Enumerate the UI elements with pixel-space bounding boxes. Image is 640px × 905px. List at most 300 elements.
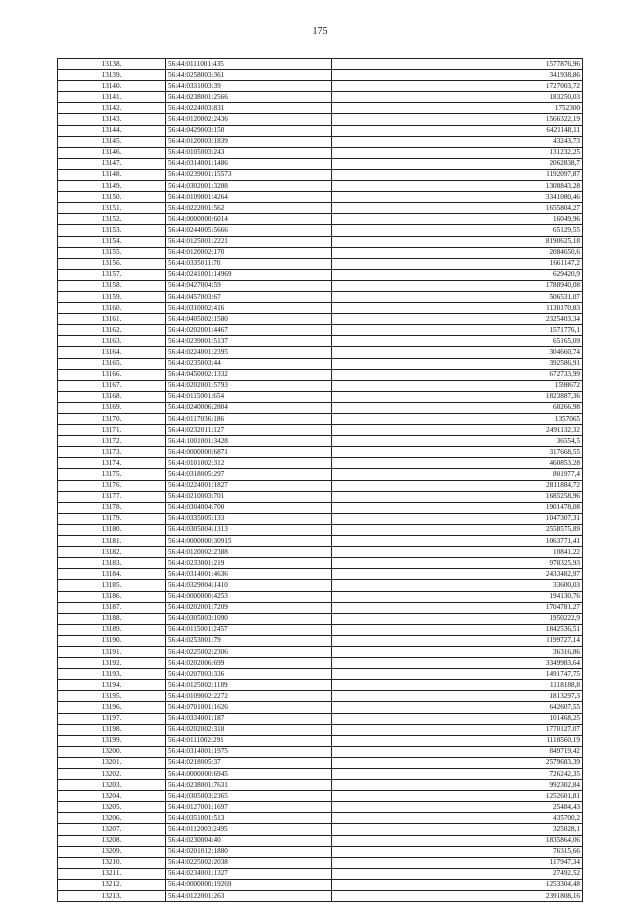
row-number-cell: 13161. xyxy=(58,314,166,325)
table-row xyxy=(58,669,583,680)
cadastral-value-cell: 1727003,72 xyxy=(332,81,583,92)
cadastral-value-cell: 76315,66 xyxy=(332,846,583,857)
row-number-cell: 13197. xyxy=(58,713,166,724)
row-number-cell: 13143. xyxy=(58,114,166,125)
cadastral-number-cell: 56:44:0111002:291 xyxy=(166,735,332,746)
row-number-cell: 13212. xyxy=(58,879,166,890)
table-row xyxy=(58,158,583,169)
cadastral-value-table xyxy=(57,58,583,902)
table-row xyxy=(58,114,583,125)
table-row xyxy=(58,103,583,114)
row-number-cell: 13211. xyxy=(58,868,166,879)
row-number-cell: 13183. xyxy=(58,558,166,569)
cadastral-number-cell: 56:44:0334001:187 xyxy=(166,713,332,724)
cadastral-value-cell: 117947,34 xyxy=(332,857,583,868)
row-number-cell: 13188. xyxy=(58,613,166,624)
row-number-cell: 13198. xyxy=(58,724,166,735)
cadastral-value-cell: 65165,09 xyxy=(332,336,583,347)
row-number-cell: 13150. xyxy=(58,192,166,203)
cadastral-value-cell: 1308843,28 xyxy=(332,181,583,192)
table-row xyxy=(58,425,583,436)
cadastral-value-cell: 1491747,75 xyxy=(332,669,583,680)
cadastral-number-cell: 56:44:0202001:7209 xyxy=(166,602,332,613)
cadastral-value-cell: 2811884,72 xyxy=(332,480,583,491)
row-number-cell: 13190. xyxy=(58,635,166,646)
row-number-cell: 13148. xyxy=(58,169,166,180)
table-row xyxy=(58,724,583,735)
table-row xyxy=(58,491,583,502)
cadastral-value-cell: 101468,25 xyxy=(332,713,583,724)
cadastral-number-cell: 56:44:0000000:6945 xyxy=(166,769,332,780)
row-number-cell: 13175. xyxy=(58,469,166,480)
table-row xyxy=(58,369,583,380)
cadastral-value-cell: 1598672 xyxy=(332,380,583,391)
table-row xyxy=(58,291,583,302)
cadastral-value-cell: 3349983,64 xyxy=(332,658,583,669)
cadastral-number-cell: 56:44:0224001:2395 xyxy=(166,347,332,358)
cadastral-value-cell: 1192097,87 xyxy=(332,169,583,180)
cadastral-value-cell: 2084650,6 xyxy=(332,247,583,258)
table-row xyxy=(58,336,583,347)
cadastral-number-cell: 56:44:0314001:1975 xyxy=(166,746,332,757)
cadastral-value-cell: 25484,43 xyxy=(332,802,583,813)
table-row xyxy=(58,780,583,791)
row-number-cell: 13154. xyxy=(58,236,166,247)
table-row xyxy=(58,480,583,491)
table-row xyxy=(58,558,583,569)
cadastral-value-cell: 183250,03 xyxy=(332,92,583,103)
table-row xyxy=(58,524,583,535)
row-number-cell: 13193. xyxy=(58,669,166,680)
cadastral-value-cell: 2491132,32 xyxy=(332,425,583,436)
row-number-cell: 13158. xyxy=(58,280,166,291)
cadastral-value-cell: 1047307,31 xyxy=(332,513,583,524)
cadastral-value-cell: 506531,07 xyxy=(332,291,583,302)
row-number-cell: 13191. xyxy=(58,646,166,657)
cadastral-number-cell: 56:44:0239001:5137 xyxy=(166,336,332,347)
cadastral-value-cell: 317668,55 xyxy=(332,447,583,458)
cadastral-number-cell: 56:44:0701001:1626 xyxy=(166,702,332,713)
table-row xyxy=(58,303,583,314)
table-row xyxy=(58,136,583,147)
cadastral-number-cell: 56:44:0318005:297 xyxy=(166,469,332,480)
cadastral-number-cell: 56:44:0238001:2566 xyxy=(166,92,332,103)
row-number-cell: 13203. xyxy=(58,780,166,791)
cadastral-number-cell: 56:44:0120002:2388 xyxy=(166,547,332,558)
cadastral-value-cell: 672733,99 xyxy=(332,369,583,380)
cadastral-number-cell: 56:44:0225002:2306 xyxy=(166,646,332,657)
cadastral-value-cell: 2579683,39 xyxy=(332,757,583,768)
table-row xyxy=(58,181,583,192)
cadastral-value-cell: 2062838,7 xyxy=(332,158,583,169)
cadastral-number-cell: 56:44:0109001:4264 xyxy=(166,192,332,203)
table-row xyxy=(58,591,583,602)
table-body xyxy=(58,59,583,902)
table-row xyxy=(58,857,583,868)
table-row xyxy=(58,314,583,325)
cadastral-number-cell: 56:44:0314001:1486 xyxy=(166,158,332,169)
row-number-cell: 13151. xyxy=(58,203,166,214)
cadastral-number-cell: 56:44:0120002:170 xyxy=(166,247,332,258)
cadastral-value-cell: 1661147,2 xyxy=(332,258,583,269)
cadastral-number-cell: 56:44:0225002:2038 xyxy=(166,857,332,868)
cadastral-number-cell: 56:44:0304004:700 xyxy=(166,502,332,513)
row-number-cell: 13209. xyxy=(58,846,166,857)
row-number-cell: 13160. xyxy=(58,303,166,314)
table-row xyxy=(58,680,583,691)
cadastral-value-cell: 1704781,27 xyxy=(332,602,583,613)
cadastral-number-cell: 56:44:0112003:2495 xyxy=(166,824,332,835)
row-number-cell: 13199. xyxy=(58,735,166,746)
cadastral-number-cell: 56:44:0233001:219 xyxy=(166,558,332,569)
cadastral-value-cell: 642607,55 xyxy=(332,702,583,713)
row-number-cell: 13140. xyxy=(58,81,166,92)
table-row xyxy=(58,658,583,669)
cadastral-number-cell: 56:44:0405002:1580 xyxy=(166,314,332,325)
cadastral-number-cell: 56:44:0000000:6871 xyxy=(166,447,332,458)
cadastral-number-cell: 56:44:0202001:4467 xyxy=(166,325,332,336)
row-number-cell: 13169. xyxy=(58,402,166,413)
cadastral-value-cell: 460853,28 xyxy=(332,458,583,469)
row-number-cell: 13206. xyxy=(58,813,166,824)
table-row xyxy=(58,802,583,813)
cadastral-number-cell: 56:44:0305003:2365 xyxy=(166,791,332,802)
table-row xyxy=(58,769,583,780)
cadastral-number-cell: 56:44:0329004:1410 xyxy=(166,580,332,591)
cadastral-number-cell: 56:44:0109002:2272 xyxy=(166,691,332,702)
cadastral-value-cell: 68266,98 xyxy=(332,402,583,413)
cadastral-value-cell: 1788940,08 xyxy=(332,280,583,291)
table-row xyxy=(58,203,583,214)
cadastral-number-cell: 56:44:0335011:70 xyxy=(166,258,332,269)
cadastral-value-cell: 36316,86 xyxy=(332,646,583,657)
row-number-cell: 13166. xyxy=(58,369,166,380)
cadastral-number-cell: 56:44:0258003:361 xyxy=(166,70,332,81)
cadastral-number-cell: 56:44:0224001:1827 xyxy=(166,480,332,491)
table-row xyxy=(58,247,583,258)
cadastral-number-cell: 56:44:0000000:6014 xyxy=(166,214,332,225)
cadastral-value-cell: 10841,22 xyxy=(332,547,583,558)
row-number-cell: 13205. xyxy=(58,802,166,813)
table-row xyxy=(58,347,583,358)
cadastral-value-cell: 8190625,18 xyxy=(332,236,583,247)
table-row xyxy=(58,402,583,413)
row-number-cell: 13185. xyxy=(58,580,166,591)
table-row xyxy=(58,169,583,180)
table-row xyxy=(58,891,583,902)
cadastral-number-cell: 56:44:0125002:1189 xyxy=(166,680,332,691)
row-number-cell: 13141. xyxy=(58,92,166,103)
cadastral-number-cell: 56:44:0000000:19269 xyxy=(166,879,332,890)
cadastral-number-cell: 56:44:0115001:2457 xyxy=(166,624,332,635)
row-number-cell: 13179. xyxy=(58,513,166,524)
cadastral-number-cell: 56:44:0000000:30915 xyxy=(166,536,332,547)
cadastral-number-cell: 56:44:0210003:701 xyxy=(166,491,332,502)
row-number-cell: 13138. xyxy=(58,59,166,70)
table-row xyxy=(58,236,583,247)
table-row xyxy=(58,325,583,336)
cadastral-value-cell: 435700,2 xyxy=(332,813,583,824)
row-number-cell: 13174. xyxy=(58,458,166,469)
row-number-cell: 13177. xyxy=(58,491,166,502)
row-number-cell: 13172. xyxy=(58,436,166,447)
cadastral-number-cell: 56:44:0218005:37 xyxy=(166,757,332,768)
cadastral-value-cell: 27492,52 xyxy=(332,868,583,879)
table-row xyxy=(58,59,583,70)
cadastral-value-cell: 2325403,34 xyxy=(332,314,583,325)
cadastral-number-cell: 56:44:0305003:1090 xyxy=(166,613,332,624)
cadastral-number-cell: 56:44:0122001:263 xyxy=(166,891,332,902)
cadastral-number-cell: 56:44:0302001:3288 xyxy=(166,181,332,192)
table-row xyxy=(58,569,583,580)
table-row xyxy=(58,70,583,81)
cadastral-value-cell: 1950222,9 xyxy=(332,613,583,624)
row-number-cell: 13184. xyxy=(58,569,166,580)
cadastral-value-cell: 801977,4 xyxy=(332,469,583,480)
cadastral-number-cell: 56:44:0115001:654 xyxy=(166,391,332,402)
row-number-cell: 13164. xyxy=(58,347,166,358)
row-number-cell: 13147. xyxy=(58,158,166,169)
cadastral-value-cell: 1770127,07 xyxy=(332,724,583,735)
table-row xyxy=(58,458,583,469)
row-number-cell: 13155. xyxy=(58,247,166,258)
row-number-cell: 13210. xyxy=(58,857,166,868)
row-number-cell: 13186. xyxy=(58,591,166,602)
row-number-cell: 13180. xyxy=(58,524,166,535)
cadastral-number-cell: 56:44:0234001:1327 xyxy=(166,868,332,879)
cadastral-number-cell: 56:44:0241001:14969 xyxy=(166,269,332,280)
cadastral-value-cell: 1577876,96 xyxy=(332,59,583,70)
cadastral-value-cell: 1199727,14 xyxy=(332,635,583,646)
table-row xyxy=(58,258,583,269)
cadastral-value-cell: 6421148,11 xyxy=(332,125,583,136)
cadastral-number-cell: 56:44:0232011:127 xyxy=(166,425,332,436)
cadastral-number-cell: 56:44:0238001:7631 xyxy=(166,780,332,791)
cadastral-number-cell: 56:44:0207003:336 xyxy=(166,669,332,680)
cadastral-value-cell: 1571776,1 xyxy=(332,325,583,336)
table-row xyxy=(58,846,583,857)
cadastral-number-cell: 56:44:0239001:15573 xyxy=(166,169,332,180)
cadastral-number-cell: 56:44:0450002:1332 xyxy=(166,369,332,380)
table-row xyxy=(58,502,583,513)
cadastral-value-cell: 1252601,81 xyxy=(332,791,583,802)
table-row xyxy=(58,835,583,846)
cadastral-value-cell: 726242,35 xyxy=(332,769,583,780)
cadastral-number-cell: 56:44:0235003:44 xyxy=(166,358,332,369)
cadastral-number-cell: 56:44:1001001:3428 xyxy=(166,436,332,447)
cadastral-value-cell: 392586,91 xyxy=(332,358,583,369)
cadastral-value-cell: 1253304,48 xyxy=(332,879,583,890)
cadastral-number-cell: 56:44:0314001:4636 xyxy=(166,569,332,580)
cadastral-value-cell: 1685258,96 xyxy=(332,491,583,502)
row-number-cell: 13142. xyxy=(58,103,166,114)
row-number-cell: 13173. xyxy=(58,447,166,458)
table-row xyxy=(58,580,583,591)
cadastral-value-cell: 1835864,06 xyxy=(332,835,583,846)
cadastral-value-cell: 65129,55 xyxy=(332,225,583,236)
table-row xyxy=(58,646,583,657)
table-row xyxy=(58,391,583,402)
cadastral-value-cell: 1813297,3 xyxy=(332,691,583,702)
cadastral-value-cell: 2558575,89 xyxy=(332,524,583,535)
table-row xyxy=(58,635,583,646)
cadastral-value-cell: 304660,74 xyxy=(332,347,583,358)
cadastral-value-cell: 341938,86 xyxy=(332,70,583,81)
table-row xyxy=(58,868,583,879)
row-number-cell: 13156. xyxy=(58,258,166,269)
cadastral-value-cell: 36554,5 xyxy=(332,436,583,447)
table-row xyxy=(58,147,583,158)
row-number-cell: 13168. xyxy=(58,391,166,402)
row-number-cell: 13181. xyxy=(58,536,166,547)
cadastral-number-cell: 56:44:0202001:5793 xyxy=(166,380,332,391)
row-number-cell: 13159. xyxy=(58,291,166,302)
row-number-cell: 13152. xyxy=(58,214,166,225)
row-number-cell: 13196. xyxy=(58,702,166,713)
cadastral-value-cell: 1118188,8 xyxy=(332,680,583,691)
table-row xyxy=(58,380,583,391)
row-number-cell: 13208. xyxy=(58,835,166,846)
cadastral-value-cell: 1130170,83 xyxy=(332,303,583,314)
table-row xyxy=(58,735,583,746)
cadastral-number-cell: 56:44:0000000:4253 xyxy=(166,591,332,602)
row-number-cell: 13139. xyxy=(58,70,166,81)
cadastral-number-cell: 56:44:0202002:318 xyxy=(166,724,332,735)
row-number-cell: 13200. xyxy=(58,746,166,757)
row-number-cell: 13163. xyxy=(58,336,166,347)
cadastral-value-cell: 16049,96 xyxy=(332,214,583,225)
cadastral-value-cell: 978325,93 xyxy=(332,558,583,569)
table-row xyxy=(58,414,583,425)
table-row xyxy=(58,757,583,768)
row-number-cell: 13195. xyxy=(58,691,166,702)
cadastral-value-cell: 1901478,08 xyxy=(332,502,583,513)
cadastral-value-cell: 1752300 xyxy=(332,103,583,114)
cadastral-number-cell: 56:44:0202006:699 xyxy=(166,658,332,669)
row-number-cell: 13213. xyxy=(58,891,166,902)
cadastral-number-cell: 56:44:0305004:1313 xyxy=(166,524,332,535)
cadastral-number-cell: 56:44:0117036:186 xyxy=(166,414,332,425)
table-row xyxy=(58,469,583,480)
cadastral-number-cell: 56:44:0222001:562 xyxy=(166,203,332,214)
cadastral-value-cell: 1118560,19 xyxy=(332,735,583,746)
cadastral-value-cell: 1357065 xyxy=(332,414,583,425)
row-number-cell: 13145. xyxy=(58,136,166,147)
cadastral-value-cell: 1655804,27 xyxy=(332,203,583,214)
cadastral-number-cell: 56:44:0111001:435 xyxy=(166,59,332,70)
row-number-cell: 13149. xyxy=(58,181,166,192)
cadastral-value-cell: 325028,1 xyxy=(332,824,583,835)
table-row xyxy=(58,791,583,802)
cadastral-number-cell: 56:44:0310002:416 xyxy=(166,303,332,314)
cadastral-number-cell: 56:44:0230004:40 xyxy=(166,835,332,846)
cadastral-number-cell: 56:44:0253001:79 xyxy=(166,635,332,646)
table-row xyxy=(58,702,583,713)
cadastral-number-cell: 56:44:0201012:1880 xyxy=(166,846,332,857)
row-number-cell: 13207. xyxy=(58,824,166,835)
row-number-cell: 13157. xyxy=(58,269,166,280)
page-number: 175 xyxy=(312,26,328,37)
cadastral-value-cell: 629420,9 xyxy=(332,269,583,280)
cadastral-value-cell: 33600,03 xyxy=(332,580,583,591)
cadastral-number-cell: 56:44:0125001:2221 xyxy=(166,236,332,247)
row-number-cell: 13178. xyxy=(58,502,166,513)
cadastral-value-cell: 1566322,19 xyxy=(332,114,583,125)
cadastral-number-cell: 56:44:0224003:831 xyxy=(166,103,332,114)
row-number-cell: 13165. xyxy=(58,358,166,369)
table-row xyxy=(58,447,583,458)
cadastral-value-cell: 3341080,46 xyxy=(332,192,583,203)
row-number-cell: 13202. xyxy=(58,769,166,780)
table-row xyxy=(58,225,583,236)
row-number-cell: 13153. xyxy=(58,225,166,236)
table-row xyxy=(58,192,583,203)
cadastral-number-cell: 56:44:0105003:243 xyxy=(166,147,332,158)
cadastral-number-cell: 56:44:0127001:1697 xyxy=(166,802,332,813)
row-number-cell: 13146. xyxy=(58,147,166,158)
table-row xyxy=(58,513,583,524)
cadastral-number-cell: 56:44:0331003:39 xyxy=(166,81,332,92)
cadastral-value-cell: 1823887,36 xyxy=(332,391,583,402)
table-row xyxy=(58,813,583,824)
cadastral-number-cell: 56:44:0244005:5666 xyxy=(166,225,332,236)
row-number-cell: 13170. xyxy=(58,414,166,425)
table-row xyxy=(58,824,583,835)
row-number-cell: 13189. xyxy=(58,624,166,635)
table-row xyxy=(58,602,583,613)
row-number-cell: 13182. xyxy=(58,547,166,558)
table-row xyxy=(58,214,583,225)
table-row xyxy=(58,746,583,757)
cadastral-number-cell: 56:44:0335005:133 xyxy=(166,513,332,524)
cadastral-number-cell: 56:44:0351001:513 xyxy=(166,813,332,824)
cadastral-value-cell: 1842536,51 xyxy=(332,624,583,635)
cadastral-number-cell: 56:44:0429003:150 xyxy=(166,125,332,136)
row-number-cell: 13187. xyxy=(58,602,166,613)
cadastral-value-cell: 194130,76 xyxy=(332,591,583,602)
table-row xyxy=(58,81,583,92)
table-row xyxy=(58,691,583,702)
cadastral-value-cell: 2433482,97 xyxy=(332,569,583,580)
table-row xyxy=(58,547,583,558)
row-number-cell: 13194. xyxy=(58,680,166,691)
table-row xyxy=(58,92,583,103)
cadastral-value-cell: 43243,73 xyxy=(332,136,583,147)
table-row xyxy=(58,436,583,447)
table-row xyxy=(58,269,583,280)
table-row xyxy=(58,280,583,291)
table-row xyxy=(58,536,583,547)
table-row xyxy=(58,125,583,136)
table-row xyxy=(58,624,583,635)
cadastral-number-cell: 56:44:0240006:2804 xyxy=(166,402,332,413)
row-number-cell: 13171. xyxy=(58,425,166,436)
cadastral-value-cell: 131232,25 xyxy=(332,147,583,158)
row-number-cell: 13176. xyxy=(58,480,166,491)
cadastral-value-cell: 1063771,41 xyxy=(332,536,583,547)
table-row xyxy=(58,713,583,724)
cadastral-value-cell: 2391808,16 xyxy=(332,891,583,902)
row-number-cell: 13162. xyxy=(58,325,166,336)
table-row xyxy=(58,879,583,890)
row-number-cell: 13204. xyxy=(58,791,166,802)
row-number-cell: 13201. xyxy=(58,757,166,768)
cadastral-number-cell: 56:44:0120003:1839 xyxy=(166,136,332,147)
table-row xyxy=(58,358,583,369)
cadastral-number-cell: 56:44:0457003:67 xyxy=(166,291,332,302)
row-number-cell: 13167. xyxy=(58,380,166,391)
row-number-cell: 13192. xyxy=(58,658,166,669)
